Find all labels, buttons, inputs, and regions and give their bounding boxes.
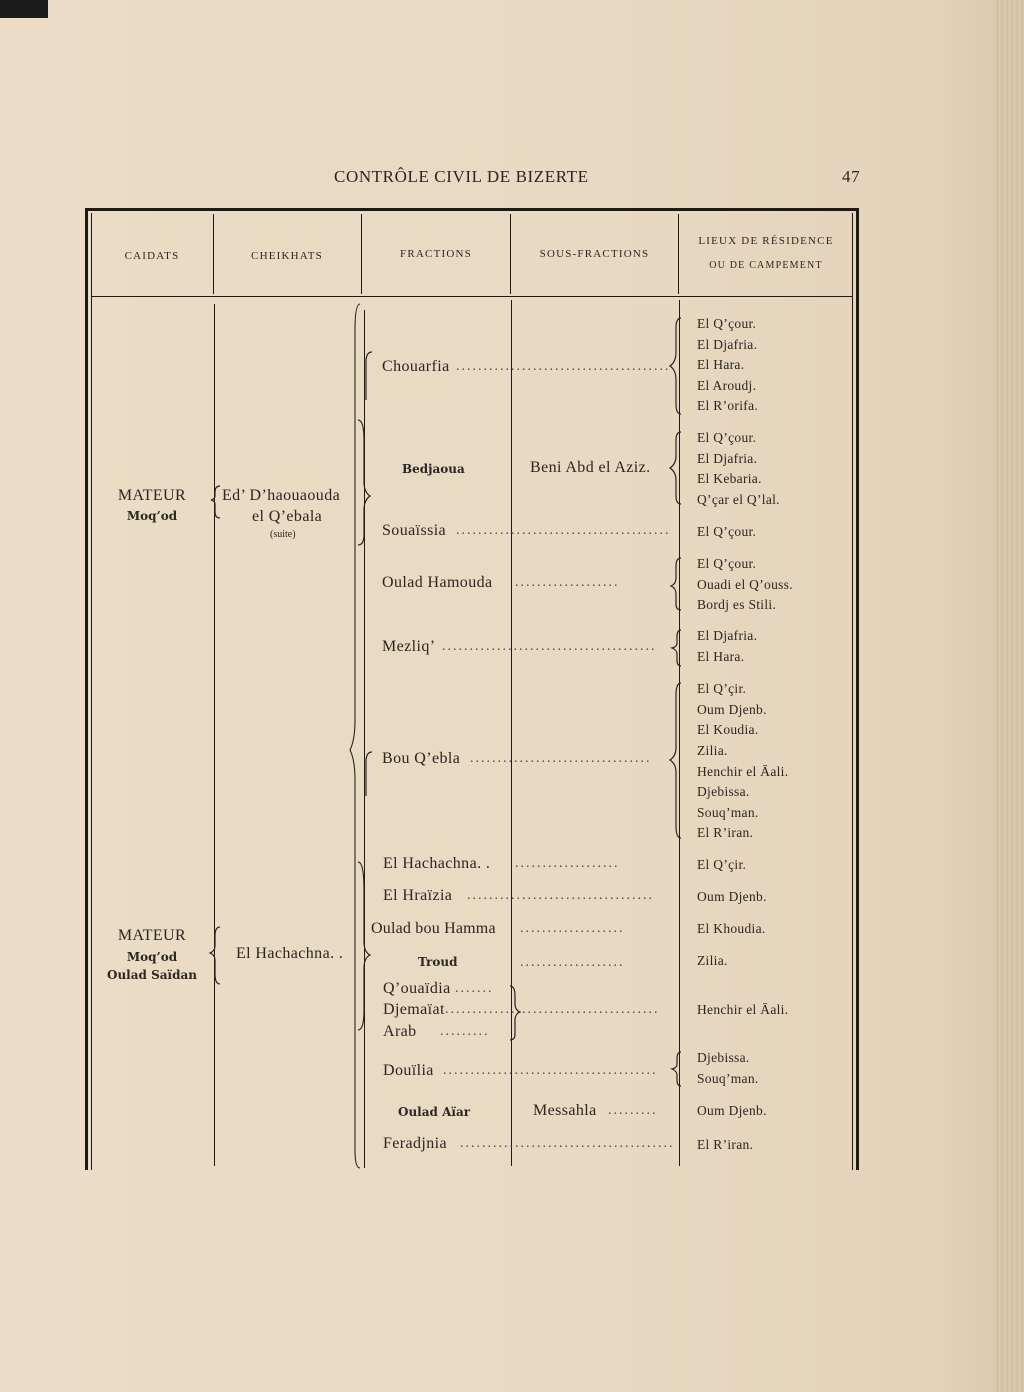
fraction-bou-qebla: Bou Q’ebla bbox=[382, 750, 461, 767]
lieu-item: El Hara. bbox=[697, 649, 745, 664]
col-header-cheikhats: CHEIKHATS bbox=[251, 250, 323, 262]
col-header-sous-fractions: SOUS-FRACTIONS bbox=[539, 248, 650, 260]
lieu-item: Djebissa. bbox=[697, 784, 750, 799]
fraction-souaissia: Souaïssia bbox=[382, 522, 447, 539]
cheikhat-name: Ed’ D’haouaouda bbox=[222, 487, 341, 504]
col-header-lieux-line2: OU DE CAMPEMENT bbox=[709, 260, 823, 271]
lieu-item: El Q’çir. bbox=[697, 681, 747, 696]
lieu-item: El Khoudia. bbox=[697, 921, 766, 936]
fraction-djemaiat: Djemaïat bbox=[383, 1001, 445, 1018]
lieu-item: El Q’çour. bbox=[697, 430, 757, 445]
lieu-item: Oum Djenb. bbox=[697, 702, 767, 717]
sous-fraction-beni-abd-el-aziz: Beni Abd el Aziz. bbox=[530, 459, 651, 476]
lieu-item: El Q’çour. bbox=[697, 556, 757, 571]
lieu-item: Souq’man. bbox=[697, 1071, 759, 1086]
page-title: CONTRÔLE CIVIL DE BIZERTE bbox=[334, 167, 589, 186]
caidat-subname: Oulad Saïdan bbox=[107, 968, 197, 982]
lieu-item: El Q’çour. bbox=[697, 316, 757, 331]
lieu-item: El R’orifa. bbox=[697, 398, 759, 413]
lieu-item: El Djafria. bbox=[697, 628, 758, 643]
lieu-item: Oum Djenb. bbox=[697, 1103, 767, 1118]
lieu-item: El R’iran. bbox=[697, 1137, 754, 1152]
cheikhat-name: El Hachachna. . bbox=[236, 945, 344, 962]
lieu-item: Bordj es Stili. bbox=[697, 597, 777, 612]
page-number: 47 bbox=[842, 167, 861, 186]
fraction-douilia: Douïlia bbox=[383, 1062, 434, 1079]
fraction-oulad-bou-hamma: Oulad bou Hamma bbox=[371, 920, 496, 937]
lieu-item: Zilia. bbox=[697, 953, 728, 968]
fraction-el-hraizia: El Hraïzia bbox=[383, 887, 453, 904]
lieu-item: El Koudia. bbox=[697, 722, 759, 737]
caidat-name: MATEUR bbox=[117, 927, 187, 944]
fraction-oulad-hamouda: Oulad Hamouda bbox=[382, 574, 493, 591]
fraction-bedjaoua: Bedjaoua bbox=[402, 462, 465, 476]
caidat-name: MATEUR bbox=[117, 487, 187, 504]
lieu-item: Oum Djenb. bbox=[697, 889, 767, 904]
lieu-item: El Djafria. bbox=[697, 451, 758, 466]
cheikhat-note: (suite) bbox=[270, 529, 296, 540]
lieu-item: Ouadi el Q’ouss. bbox=[697, 577, 793, 592]
lieu-item: El Q’çour. bbox=[697, 524, 757, 539]
lieu-item: El Hara. bbox=[697, 357, 745, 372]
lieu-item: Q’çar el Q’lal. bbox=[697, 492, 780, 507]
cheikhat-name-line2: el Q’ebala bbox=[252, 508, 323, 525]
fraction-troud: Troud bbox=[418, 955, 458, 969]
lieu-item: Djebissa. bbox=[697, 1050, 750, 1065]
lieu-item: Henchir el Āali. bbox=[697, 1002, 789, 1017]
lieu-item: Zilia. bbox=[697, 743, 728, 758]
col-header-fractions: FRACTIONS bbox=[400, 248, 472, 260]
fraction-oulad-aiar: Oulad Aïar bbox=[398, 1105, 471, 1119]
lieu-item: El Q’çir. bbox=[697, 857, 747, 872]
lieu-item: El R’iran. bbox=[697, 825, 754, 840]
fraction-qouaidia: Q’ouaïdia bbox=[383, 980, 451, 997]
lieu-item: El Djafria. bbox=[697, 337, 758, 352]
caidat-subname: Moq’od bbox=[126, 950, 178, 964]
caidat-subname: Moq’od bbox=[126, 509, 178, 523]
lieu-item: El Aroudj. bbox=[697, 378, 757, 393]
lieu-item: Henchir el Āali. bbox=[697, 764, 789, 779]
col-header-caidats: CAIDATS bbox=[124, 250, 180, 262]
col-header-lieux-line1: LIEUX DE RÉSIDENCE bbox=[698, 235, 834, 247]
lieu-item: El Kebaria. bbox=[697, 471, 762, 486]
lieu-item: Souq’man. bbox=[697, 805, 759, 820]
fraction-arab: Arab bbox=[383, 1023, 417, 1040]
fraction-chouarfia: Chouarfia bbox=[382, 358, 450, 375]
fraction-el-hachachna: El Hachachna. . bbox=[383, 855, 491, 872]
fraction-feradjnia: Feradjnia bbox=[383, 1135, 448, 1152]
sous-fraction-messahla: Messahla bbox=[533, 1102, 597, 1119]
fraction-mezliq: Mezliq’ bbox=[382, 638, 436, 655]
